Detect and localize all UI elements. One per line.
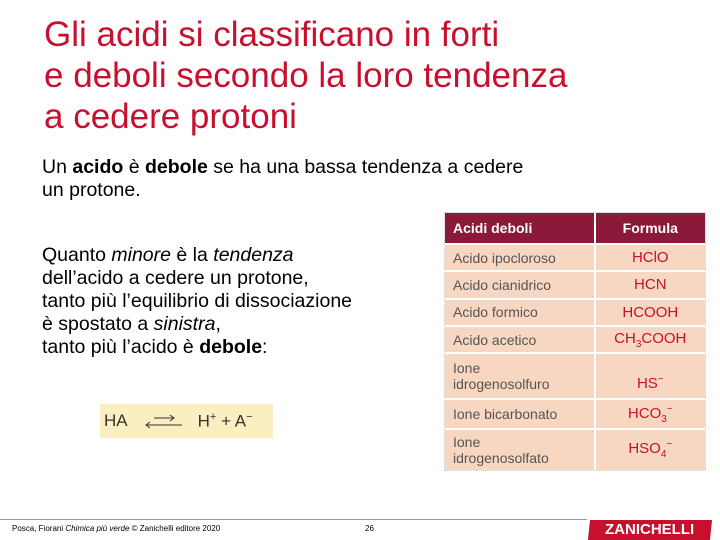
formula-part: HS bbox=[636, 375, 658, 393]
explanation-line-4 bbox=[42, 313, 352, 336]
footer-credits bbox=[12, 524, 220, 533]
charge-minus: − bbox=[246, 410, 253, 423]
title-line-2: e deboli secondo la loro tendenza bbox=[44, 56, 568, 95]
formula-subscript: 4 bbox=[660, 449, 667, 461]
acid-formula: HCN bbox=[594, 270, 705, 297]
bold-debole: debole bbox=[199, 336, 263, 358]
formula-part: COOH bbox=[641, 329, 687, 347]
text-run: è spostato a bbox=[42, 313, 154, 335]
explanation-line-5 bbox=[42, 336, 352, 359]
text-run: se ha una bassa tendenza a cedere bbox=[207, 156, 524, 178]
name-line: idrogenosolfato bbox=[453, 449, 549, 466]
name-line: Ione bbox=[453, 433, 481, 450]
acid-name bbox=[445, 428, 594, 470]
acid-formula bbox=[594, 325, 705, 352]
weak-acids-table-container bbox=[444, 212, 706, 471]
title-line-3: a cedere protoni bbox=[44, 97, 297, 136]
bold-debole: debole bbox=[144, 156, 208, 178]
formula-subscript: 3 bbox=[661, 413, 667, 425]
page-number: 26 bbox=[365, 524, 374, 533]
explanation-line-3: tanto più l’equilibrio di dissociazione bbox=[42, 290, 353, 312]
acid-name bbox=[445, 352, 594, 398]
text-run: : bbox=[262, 336, 268, 358]
formula-part: CH bbox=[614, 329, 636, 347]
equilibrium-arrows-icon bbox=[144, 409, 184, 433]
header-acidi-deboli: Acidi deboli bbox=[445, 213, 594, 243]
footer-book-title: Chimica più verde bbox=[65, 524, 130, 533]
footer-divider bbox=[0, 519, 587, 520]
table-row bbox=[445, 398, 705, 427]
table-row bbox=[445, 428, 705, 470]
slide-title bbox=[44, 14, 704, 137]
text-run: Quanto bbox=[42, 244, 112, 266]
formula-superscript: − bbox=[666, 439, 673, 451]
formula-subscript: 3 bbox=[635, 338, 642, 350]
table-row bbox=[445, 352, 705, 398]
formula-superscript: − bbox=[657, 374, 664, 386]
equilibrium-explanation bbox=[42, 244, 352, 359]
acid-formula bbox=[594, 428, 705, 470]
acid-name: Acido acetico bbox=[445, 325, 594, 352]
table-row bbox=[445, 243, 705, 270]
acid-formula bbox=[594, 398, 705, 427]
name-line: idrogenosolfuro bbox=[453, 376, 550, 393]
acid-formula: HClO bbox=[594, 243, 705, 270]
weak-acids-table bbox=[445, 213, 705, 470]
acid-name: Acido cianidrico bbox=[445, 270, 594, 297]
equation-reactant: HA bbox=[104, 411, 128, 430]
text-run: è la bbox=[171, 244, 214, 266]
charge-plus: + bbox=[209, 410, 217, 423]
bold-acido: acido bbox=[72, 156, 124, 178]
text-run: , bbox=[215, 313, 221, 335]
product-h: H bbox=[197, 411, 210, 431]
text-run: Un bbox=[42, 156, 73, 178]
formula-part: HCO bbox=[627, 404, 662, 422]
text-run: è bbox=[123, 156, 145, 178]
acid-formula: HCOOH bbox=[594, 298, 705, 325]
zanichelli-logo bbox=[588, 520, 712, 540]
text-run: tanto più l’acido è bbox=[42, 336, 200, 358]
dissociation-equation bbox=[100, 404, 273, 438]
explanation-line-2: dell’acido a cedere un protone, bbox=[42, 267, 309, 289]
logo-text: ZANICHELLI bbox=[605, 521, 695, 538]
weak-acid-definition bbox=[42, 156, 523, 202]
explanation-line-1 bbox=[42, 244, 352, 267]
table-row bbox=[445, 298, 705, 325]
equation-products bbox=[198, 411, 253, 432]
acid-name: Acido ipocloroso bbox=[445, 243, 594, 270]
definition-line-2: un protone. bbox=[42, 179, 141, 201]
plus-sign: + bbox=[216, 411, 235, 431]
acid-formula bbox=[594, 352, 705, 398]
product-a: A bbox=[234, 411, 247, 431]
table-header-row bbox=[445, 213, 705, 243]
table-row bbox=[445, 270, 705, 297]
definition-line-1 bbox=[42, 156, 523, 179]
name-line: Ione bbox=[453, 360, 481, 377]
italic-sinistra: sinistra bbox=[153, 313, 216, 335]
formula-superscript: − bbox=[666, 403, 673, 415]
footer-authors: Posca, Fiorani bbox=[12, 524, 66, 533]
footer-publisher: © Zanichelli editore 2020 bbox=[129, 524, 221, 533]
italic-minore: minore bbox=[111, 244, 171, 266]
title-line-1: Gli acidi si classificano in forti bbox=[44, 15, 500, 54]
header-formula: Formula bbox=[594, 213, 705, 243]
formula-part: HSO bbox=[628, 440, 661, 458]
italic-tendenza: tendenza bbox=[213, 244, 294, 266]
acid-name: Ione bicarbonato bbox=[445, 398, 594, 427]
table-row bbox=[445, 325, 705, 352]
acid-name: Acido formico bbox=[445, 298, 594, 325]
